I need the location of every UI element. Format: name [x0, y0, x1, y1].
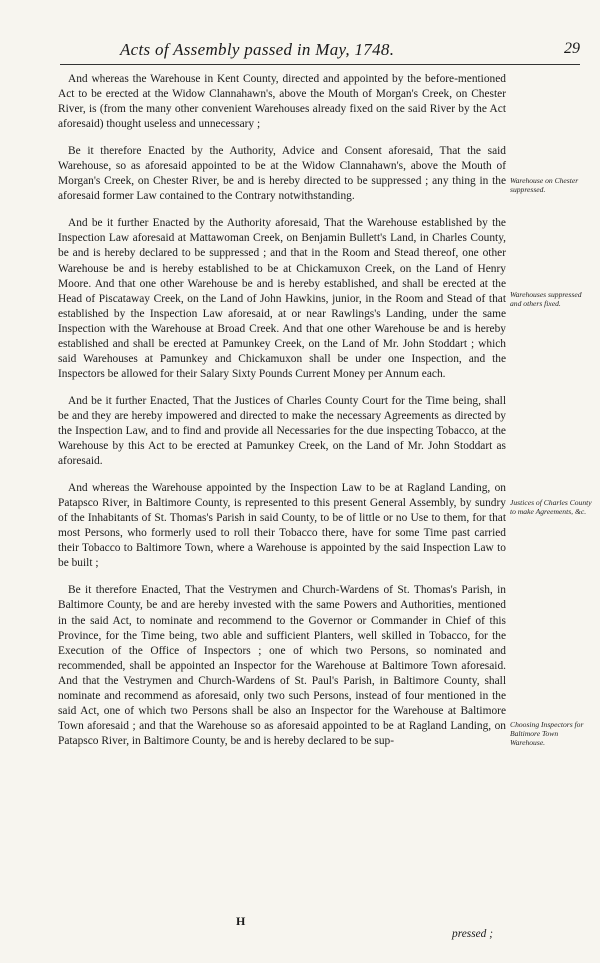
signature-mark: H — [236, 914, 246, 928]
paragraph-warehouses-fixed: And be it further Enacted by the Authority aforesaid, That the Warehouse established by the Inspection Law aforesaid at Mattawoman Creek, on Benjamin Bullett's Land, in Charles County, be and is hereby declared to be suppressed ; and that in the Room and Stead thereof, one other Warehouse be and is hereby established to be at Chickamuxon Creek, on the Land of Henry Moore. And that one other Warehouse be and is hereby established, and shall be erected at the Head of Piscataway Creek, on the Land of John Hawkins, junior, in the Room and Stead of that established by the Inspection Law aforesaid, at or near Rawlings's Landing, under the same Inspection with the Warehouse at Broad Creek. And that one other Warehouse be and is hereby established and shall be erected at Pamunkey Creek, on the Land of Mr. John Stoddart ; which said Warehouses at Pamunkey and Chickamuxon shall be under one Inspection, and the Inspectors be allowed for their Salary Sixty Pounds Current Money per Annum each. — [58, 217, 506, 380]
margin-note-chester: Warehouse on Chester suppressed. — [510, 176, 579, 194]
page-number: 29 — [564, 40, 580, 57]
margin-note-justices: Justices of Charles County to make Agreements, &c. — [510, 498, 592, 516]
paragraph-justices-charles: And be it further Enacted, That the Justices of Charles County Court for the Time being, shall be and they are hereby impowered and directed to make the necessary Agreements as directed by the Inspection Law, and to find and provide all Necessaries for the due inspecting Tobacco, at the Warehouse by this Act to be erected at Pamunkey Creek, on the Land of Mr. John Stoddart as aforesaid. — [58, 394, 506, 468]
header-title: Acts of Assembly passed in May, 1748. — [120, 40, 395, 59]
header-rule — [60, 64, 580, 65]
margin-note-baltimore: Choosing Inspectors for Baltimore Town Warehouse. — [510, 720, 584, 747]
running-header — [60, 40, 580, 64]
paragraph-inspectors-baltimore: Be it therefore Enacted, That the Vestrymen and Church-Wardens of St. Thomas's Parish, in Baltimore County, be and are hereby invested with the same Powers and Authorities, mentioned in the said Act, to nominate and recommend to the Governor or Commander in Chief of this Province, for the Time being, two able and sufficient Planters, well skilled in Tobacco, for the Execution of the Office of Inspectors ; one of which two Persons, so nominated and recommended, shall be appointed an Inspector for the Warehouse at Baltimore Town aforesaid. And that the Vestrymen and Church-Wardens of St. Paul's Parish, in Baltimore County, shall nominate and recommend as aforesaid, only two such Persons, instead of four mentioned in the said Act, one of which two Persons shall be also an Inspector for the Warehouse at Baltimore Town aforesaid ; and that the Warehouse so as aforesaid appointed to be at Ragland Landing, on Patapsco River, in Baltimore County, be and is hereby declared to be sup- — [58, 584, 506, 747]
catchword: pressed ; — [452, 928, 494, 940]
paragraph-suppress-chester: Be it therefore Enacted by the Authority, Advice and Consent aforesaid, That the said Warehouse, so as aforesaid appointed to be at the Widow Clannahawn's, above the Mouth of Morgan's Creek, on Chester River, be and is hereby directed to be suppressed ; any thing in the aforesaid former Law contained to the Contrary notwithstanding. — [58, 145, 506, 203]
paragraph-kent-warehouse: And whereas the Warehouse in Kent County, directed and appointed by the before-mentioned Act to be erected at the Widow Clannahawn's, above the Mouth of Morgan's Creek, on Chester River, is (from the many other convenient Warehouses already fixed on the said River by the Act aforesaid) thought useless and unnecessary ; — [58, 73, 506, 131]
paragraph-ragland-landing: And whereas the Warehouse appointed by the Inspection Law to be at Ragland Landing, on Patapsco River, in Baltimore County, is represented to this present General Assembly, by sundry of the Inhabitants of St. Thomas's Parish in said County, to be of little or no Use to them, for that most Persons, who formerly used to roll their Tobacco there, have for some Time past carried their Tobacco to Baltimore Town, where a Warehouse is appointed by the said Inspection Law to be built ; — [58, 482, 506, 570]
text-body — [58, 72, 506, 749]
margin-note-warehouses: Warehouses suppressed and others fixed. — [510, 290, 582, 308]
